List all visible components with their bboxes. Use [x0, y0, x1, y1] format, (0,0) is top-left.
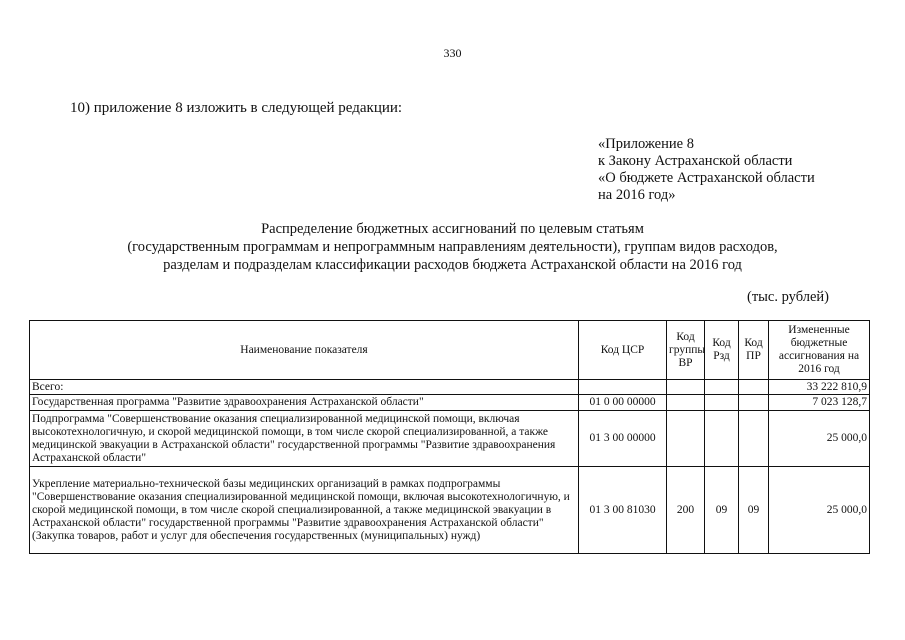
cell-rzd	[705, 380, 739, 395]
appendix-line: к Закону Астраханской области	[598, 153, 793, 169]
header-rzd: Код Рзд	[705, 321, 739, 380]
title-line: (государственным программам и непрограммным направлениям деятельности), группам видов расходов,	[127, 239, 778, 255]
cell-sum: 25 000,0	[769, 411, 870, 467]
cell-name: Всего:	[30, 380, 579, 395]
cell-csr	[579, 380, 667, 395]
cell-pr	[739, 380, 769, 395]
cell-csr: 01 0 00 00000	[579, 395, 667, 411]
appendix-reference	[598, 136, 815, 204]
table-row	[30, 395, 870, 411]
document-title	[0, 220, 905, 274]
table-row	[30, 467, 870, 554]
cell-sum: 7 023 128,7	[769, 395, 870, 411]
cell-csr: 01 3 00 81030	[579, 467, 667, 554]
cell-sum: 25 000,0	[769, 467, 870, 554]
cell-rzd	[705, 411, 739, 467]
appendix-line: «О бюджете Астраханской области	[598, 170, 815, 186]
cell-vr	[667, 395, 705, 411]
appendix-line: на 2016 год»	[598, 187, 676, 203]
cell-name: Государственная программа "Развитие здравоохранения Астраханской области"	[30, 395, 579, 411]
table-header-row	[30, 321, 870, 380]
cell-csr: 01 3 00 00000	[579, 411, 667, 467]
appendix-line: «Приложение 8	[598, 136, 694, 152]
table-row	[30, 411, 870, 467]
cell-name: Укрепление материально-технической базы медицинских организаций в рамках подпрограммы "Совершенствование оказания специализированной медицинской помощи, включая высокотехнологичную, и скорой медицинской помощи, в том числе скорой специализированной, а также медицинской эвакуации в Астраханской области" государственной программы "Развитие здравоохранения Астраханской области" (Закупка товаров, работ и услуг для обеспечения государственных (муниципальных) нужд)	[30, 467, 579, 554]
title-line: Распределение бюджетных ассигнований по целевым статьям	[261, 221, 644, 237]
title-line: разделам и подразделам классификации расходов бюджета Астраханской области на 2016 год	[163, 257, 742, 273]
cell-vr	[667, 411, 705, 467]
table-row	[30, 380, 870, 395]
cell-vr: 200	[667, 467, 705, 554]
cell-rzd: 09	[705, 467, 739, 554]
cell-pr	[739, 411, 769, 467]
units-label: (тыс. рублей)	[747, 289, 829, 305]
header-pr: Код ПР	[739, 321, 769, 380]
header-sum: Измененные бюджетные ассигнования на 2016 год	[769, 321, 870, 380]
budget-table	[29, 320, 870, 554]
header-csr: Код ЦСР	[579, 321, 667, 380]
cell-rzd	[705, 395, 739, 411]
header-name: Наименование показателя	[30, 321, 579, 380]
intro-text: 10) приложение 8 изложить в следующей редакции:	[70, 100, 403, 116]
cell-pr: 09	[739, 467, 769, 554]
cell-sum: 33 222 810,9	[769, 380, 870, 395]
cell-pr	[739, 395, 769, 411]
header-vr: Код группы ВР	[667, 321, 705, 380]
cell-vr	[667, 380, 705, 395]
page-number: 330	[443, 46, 462, 60]
cell-name: Подпрограмма "Совершенствование оказания специализированной медицинской помощи, включая высокотехнологичную, и скорой медицинской помощи, в том числе скорой специализированной, а также медицинской эвакуации в Астраханской области" государственной программы "Развитие здравоохранения Астраханской области"	[30, 411, 579, 467]
